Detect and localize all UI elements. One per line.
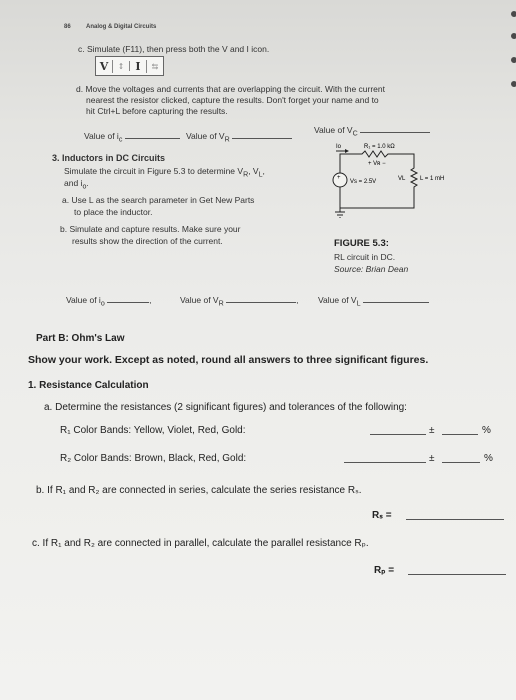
current-icon: I bbox=[130, 60, 147, 73]
binding-hole-icon bbox=[511, 33, 516, 39]
book-title: Analog & Digital Circuits bbox=[86, 24, 157, 30]
value-vc-label: Value of $V_C$ bbox=[314, 124, 430, 138]
question-1c: c. If R₁ and R₂ are connected in parallel, calculate the parallel resistance Rₚ. bbox=[32, 538, 369, 549]
question-1b: b. If R₁ and R₂ are connected in series, calculate the series resistance Rₛ. bbox=[36, 485, 362, 496]
current-scale-icon: ⇆ bbox=[151, 61, 159, 71]
question-1-title: 1. Resistance Calculation bbox=[28, 380, 149, 391]
rs-label: Rₛ = bbox=[372, 510, 392, 521]
part-b-title: Part B: Ohm's Law bbox=[36, 333, 125, 344]
r2-answer-blank[interactable] bbox=[344, 454, 426, 463]
voltage-icon: V bbox=[96, 60, 113, 73]
value-vr2-label: Value of $V_R$ , bbox=[180, 295, 299, 308]
rl-circuit-diagram bbox=[318, 138, 478, 218]
percent-1: % bbox=[482, 425, 491, 436]
section-3b-line2: results show the direction of the current. bbox=[72, 236, 223, 246]
binding-hole-icon bbox=[511, 57, 516, 63]
binding-holes bbox=[502, 10, 516, 100]
io-label: Io bbox=[336, 144, 342, 150]
section-3-line2: and $i_o$. bbox=[64, 178, 89, 191]
section-3a-line1: a. Use L as the search parameter in Get New Parts bbox=[62, 195, 255, 205]
question-1a: a. Determine the resistances (2 significant figures) and tolerances of the following: bbox=[44, 402, 407, 413]
voltage-scale-icon: ↕ bbox=[113, 61, 130, 71]
figure-caption: RL circuit in DC. bbox=[334, 252, 396, 262]
section-3-line1: Simulate the circuit in Figure 5.3 to determine $V_R$, $V_L$, bbox=[64, 166, 265, 179]
section-3b-line1: b. Simulate and capture results. Make sure your bbox=[60, 224, 241, 234]
plus-minus-1: ± bbox=[429, 425, 435, 436]
r2-tolerance-blank[interactable] bbox=[442, 454, 480, 463]
vs-label: Vs = 2.5V bbox=[350, 179, 377, 185]
value-vr-label: Value of $V_R$ bbox=[186, 130, 292, 144]
part-b-instructions: Show your work. Except as noted, round all answers to three significant figures. bbox=[28, 354, 429, 366]
binding-hole-icon bbox=[511, 11, 516, 17]
value-vl-label: Value of $V_L$ bbox=[318, 294, 429, 308]
vl-label: VL bbox=[398, 176, 406, 182]
current-arrow-icon bbox=[345, 149, 349, 153]
value-io-label: Value of $i_o$ , bbox=[66, 295, 152, 308]
ground-icon bbox=[335, 208, 345, 218]
binding-hole-icon bbox=[511, 81, 516, 87]
figure-source: Source: Brian Dean bbox=[334, 264, 409, 274]
step-d-text: d. Move the voltages and currents that are overlapping the circuit. With the current nearest the resistor clicked, capture the results. Don't forget your name and to hit Ctrl+L before capturing the results. bbox=[76, 84, 385, 116]
r1-label: R₁ = 1.0 kΩ bbox=[364, 144, 395, 150]
r1-answer-blank[interactable] bbox=[370, 426, 426, 435]
plus-minus-2: ± bbox=[429, 453, 435, 464]
section-3-title: 3. Inductors in DC Circuits bbox=[52, 153, 166, 163]
vr-label: + Vʀ − bbox=[368, 161, 386, 167]
vi-icon-strip bbox=[95, 56, 164, 76]
r2-color-bands: R₂ Color Bands: Brown, Black, Red, Gold: bbox=[60, 453, 247, 464]
r1-tolerance-blank[interactable] bbox=[442, 426, 478, 435]
step-c-text: c. Simulate (F11), then press both the V and I icon. bbox=[78, 44, 270, 54]
page-number: 86 bbox=[64, 24, 71, 30]
l-label: L = 1 mH bbox=[420, 176, 445, 182]
rs-answer-blank[interactable] bbox=[406, 511, 504, 520]
rp-label: Rₚ = bbox=[374, 565, 395, 576]
percent-2: % bbox=[484, 453, 493, 464]
figure-title: FIGURE 5.3: bbox=[334, 238, 389, 249]
svg-text:+: + bbox=[337, 175, 341, 181]
value-i-c-label: Value of $i_c$ bbox=[84, 130, 180, 144]
section-3a-line2: to place the inductor. bbox=[74, 207, 153, 217]
rp-answer-blank[interactable] bbox=[408, 566, 506, 575]
r1-color-bands: R₁ Color Bands: Yellow, Violet, Red, Gold: bbox=[60, 425, 246, 436]
